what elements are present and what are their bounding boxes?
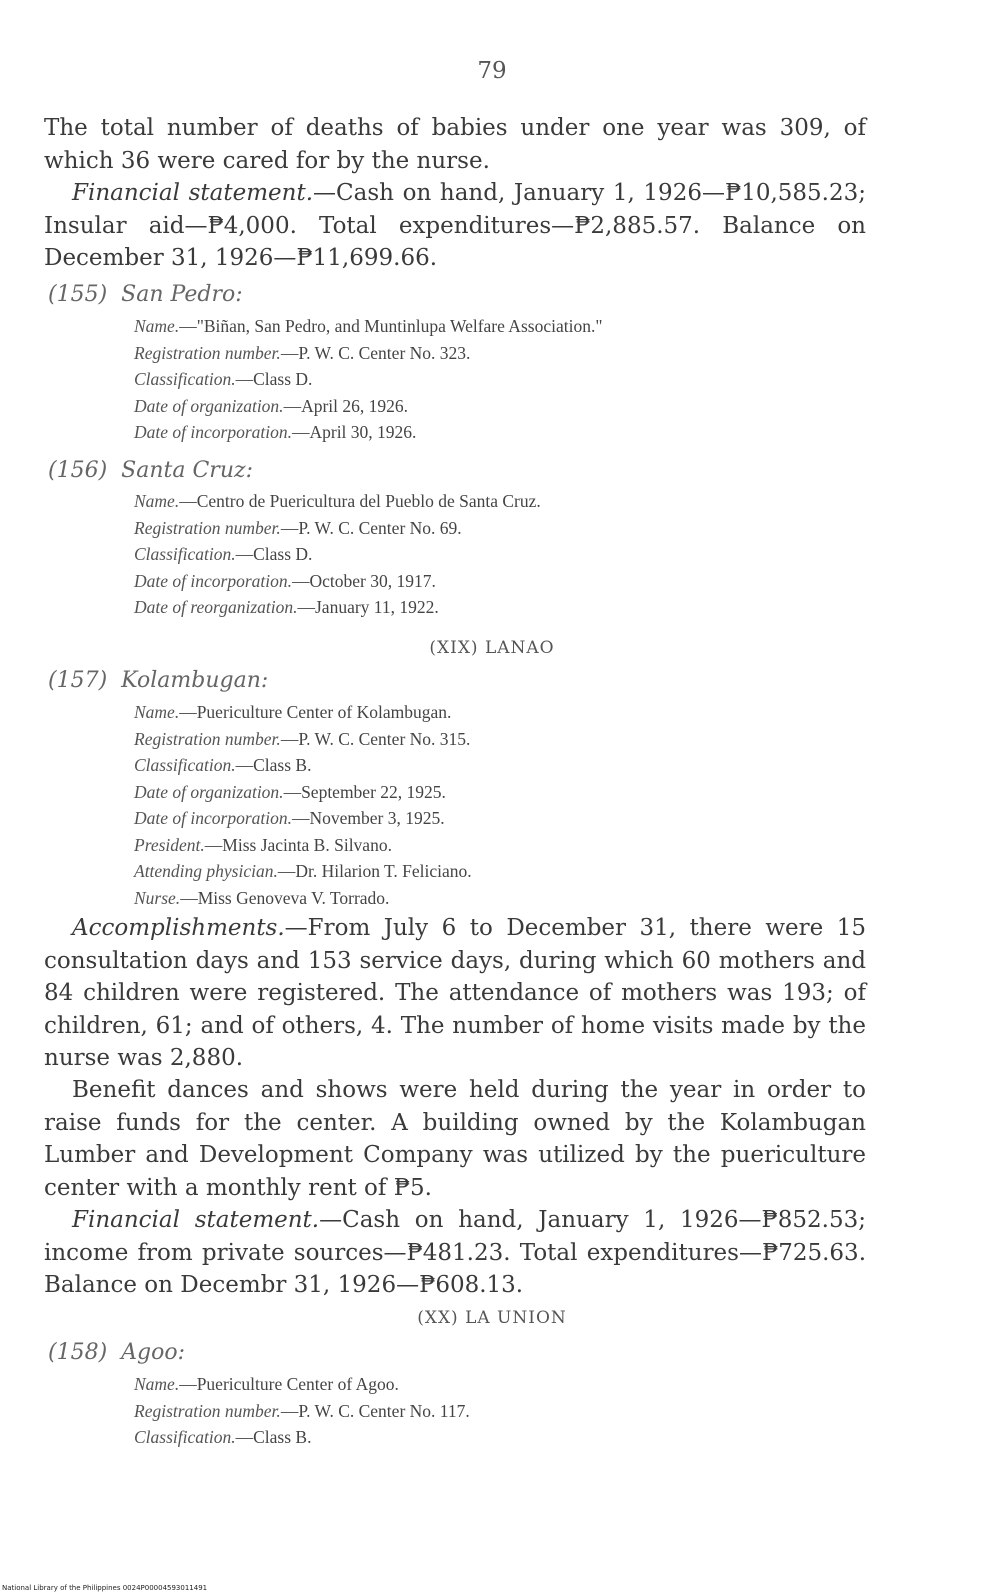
entry-number: (158) (48, 1340, 108, 1365)
field-classification: Classification.—Class D. (134, 369, 313, 389)
field-president: President.—Miss Jacinta B. Silvano. (134, 834, 392, 855)
entry-place: Santa Cruz: (121, 458, 253, 483)
entry-heading-158 (48, 1340, 185, 1365)
entry-heading-156 (48, 458, 253, 483)
entry-place: Agoo: (121, 1340, 186, 1365)
entry-fields-158 (134, 1371, 874, 1451)
field-classification: Classification.—Class D. (134, 544, 313, 564)
entry-place: Kolambugan: (121, 668, 269, 693)
entry-number: (155) (48, 282, 108, 307)
financial-statement-text: —Cash on hand, January 1, 1926—₱852.53; income from private sources—₱481.23. Total expenditures—₱725.63. Balance on Decembr 31, 1926—₱608.13. (44, 1207, 867, 1298)
section-heading-la-union: (XX) LA UNION (417, 1308, 567, 1328)
deaths-paragraph: The total number of deaths of babies under one year was 309, of which 36 were cared for by the nurse. (44, 115, 866, 174)
field-registration-number: Registration number.—P. W. C. Center No. 323. (134, 342, 471, 363)
field-registration-number: Registration number.—P. W. C. Center No. 117. (134, 1400, 470, 1421)
financial-statement-text: —Cash on hand, January 1, 1926—₱10,585.23; Insular aid—₱4,000. Total expenditures—₱2,885.57. Balance on December 31, 1926—₱11,699.66. (44, 180, 867, 271)
field-classification: Classification.—Class B. (134, 1427, 312, 1447)
field-date-of-reorganization: Date of reorganization.—January 11, 1922. (134, 597, 439, 617)
field-classification: Classification.—Class B. (134, 755, 312, 775)
field-registration-number: Registration number.—P. W. C. Center No. 69. (134, 517, 462, 538)
section-heading-lanao: (XIX) LANAO (429, 638, 555, 658)
benefit-paragraph: Benefit dances and shows were held during the year in order to raise funds for the center. A building owned by the Kolambugan Lumber and Development Company was utilized by the puericulture center with a monthly rent of ₱5. (44, 1077, 866, 1201)
kolambugan-financial-paragraph (44, 1204, 866, 1302)
field-date-of-incorporation: Date of incorporation.—October 30, 1917. (134, 570, 436, 591)
entry-number: (156) (48, 458, 108, 483)
entry-fields-156 (134, 488, 874, 621)
library-footer-tag: National Library of the Philippines 0024P00004593011491 (2, 1584, 208, 1592)
financial-statement-lead: Financial statement. (72, 1207, 320, 1233)
field-name: Name.—"Biñan, San Pedro, and Muntinlupa Welfare Association." (134, 316, 603, 336)
field-nurse: Nurse.—Miss Genoveva V. Torrado. (134, 887, 390, 908)
field-date-of-organization: Date of organization.—September 22, 1925. (134, 781, 446, 802)
accomplishments-paragraph (44, 912, 866, 1075)
entry-number: (157) (48, 668, 108, 693)
field-name: Name.—Puericulture Center of Kolambugan. (134, 702, 452, 722)
accomplishments-text: —From July 6 to December 31, there were 15 consultation days and 153 service days, during which 60 mothers and 84 children were registered. The attendance of mothers was 193; of children, 61; and of others, 4. The number of home visits made by the nurse was 2,880. (44, 915, 866, 1071)
field-date-of-incorporation: Date of incorporation.—April 30, 1926. (134, 422, 417, 442)
entry-heading-155 (48, 282, 243, 307)
entry-place: San Pedro: (121, 282, 243, 307)
entry-fields-155 (134, 313, 874, 446)
entry-heading-157 (48, 668, 268, 693)
field-name: Name.—Centro de Puericultura del Pueblo de Santa Cruz. (134, 491, 541, 511)
field-date-of-incorporation: Date of incorporation.—November 3, 1925. (134, 808, 445, 828)
field-registration-number: Registration number.—P. W. C. Center No. 315. (134, 728, 471, 749)
financial-statement-paragraph (44, 177, 866, 275)
field-name: Name.—Puericulture Center of Agoo. (134, 1374, 399, 1394)
financial-statement-lead: Financial statement. (72, 180, 314, 206)
page-number: 79 (477, 58, 507, 84)
field-date-of-organization: Date of organization.—April 26, 1926. (134, 395, 409, 416)
entry-fields-157 (134, 699, 874, 911)
accomplishments-lead: Accomplishments. (72, 915, 285, 941)
field-attending-physician: Attending physician.—Dr. Hilarion T. Feliciano. (134, 861, 472, 881)
